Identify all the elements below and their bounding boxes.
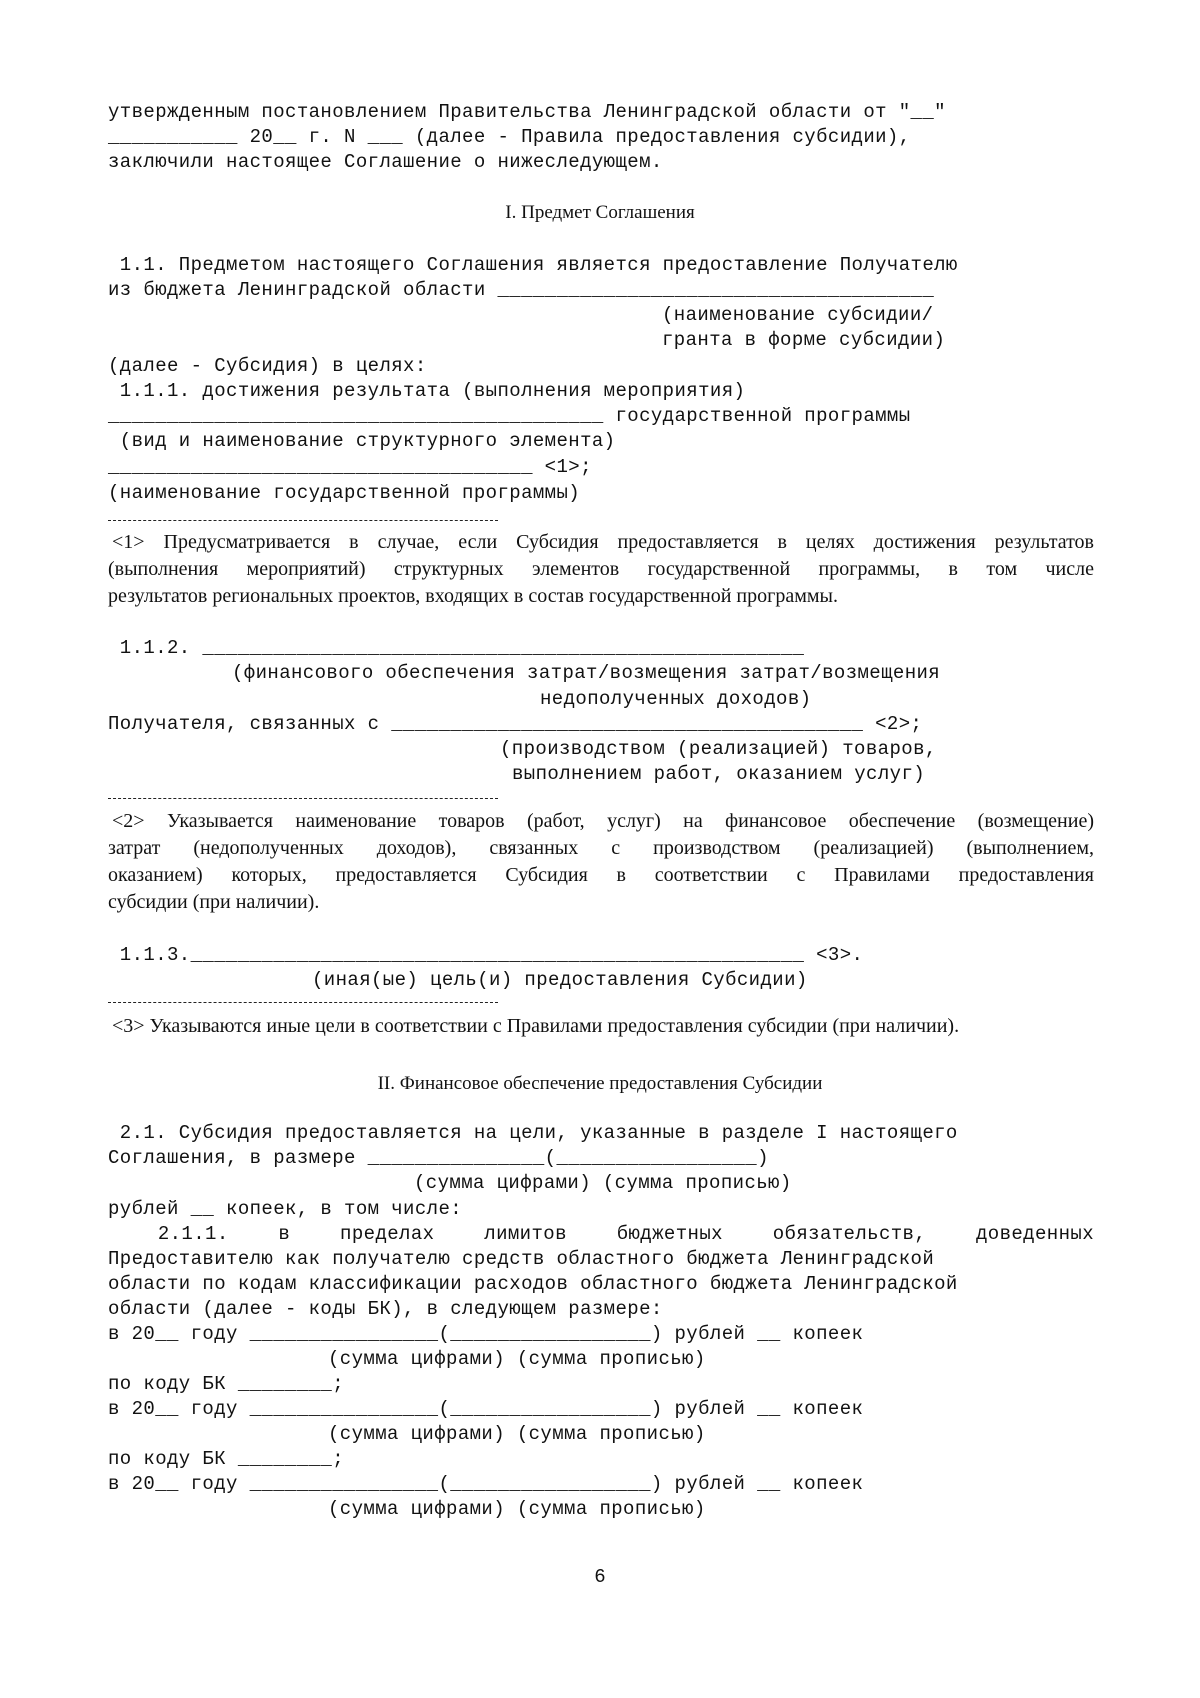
clause-line: 1.1.2. ___________________________________________________: [108, 637, 805, 659]
field-hint: выполнением работ, оказанием услуг): [512, 763, 926, 785]
clause-line: 1.1. Предметом настоящего Соглашения является предоставление Получателю: [108, 254, 958, 276]
field-hint: (сумма цифрами) (сумма прописью): [328, 1423, 706, 1445]
year-amount-line: в 20__ году ________________(_________________) рублей __ копеек: [108, 1473, 864, 1495]
field-hint: (наименование субсидии/: [662, 304, 934, 326]
bk-code-line: по коду БК ________;: [108, 1373, 345, 1395]
intro-line: ___________ 20__ г. N ___ (далее - Правила предоставления субсидии),: [108, 126, 911, 148]
intro-line: утвержденным постановлением Правительства Ленинградской области от "__": [108, 101, 946, 123]
clause-line: Соглашения, в размере _______________(_________________): [108, 1147, 769, 1169]
footnote-text: результатов региональных проектов, входящих в состав государственной программы.: [108, 585, 838, 607]
clause-line: 2.1. Субсидия предоставляется на цели, указанные в разделе I настоящего: [108, 1122, 958, 1144]
field-hint: (вид и наименование структурного элемента): [108, 430, 616, 452]
clause-line: области (далее - коды БК), в следующем размере:: [108, 1298, 663, 1320]
field-hint: (иная(ые) цель(и) предоставления Субсидии): [312, 969, 808, 991]
footnote-separator: [108, 1002, 498, 1003]
footnote-text: субсидии (при наличии).: [108, 891, 320, 913]
year-amount-line: в 20__ году ________________(_________________) рублей __ копеек: [108, 1323, 864, 1345]
footnote-text: затрат (недополученных доходов), связанных с производством (реализацией) (выполнением,: [108, 837, 1094, 859]
clause-line: из бюджета Ленинградской области _____________________________________: [108, 279, 935, 301]
clause-line: 1.1.1. достижения результата (выполнения мероприятия): [108, 380, 746, 402]
clause-line: области по кодам классификации расходов областного бюджета Ленинградской: [108, 1273, 958, 1295]
clause-line: (далее - Субсидия) в целях:: [108, 355, 427, 377]
footnote-text: (выполнения мероприятий) структурных элементов государственной программы, в том числе: [108, 558, 1094, 580]
clause-line: 2.1.1. в пределах лимитов бюджетных обязательств, доведенных: [108, 1223, 1094, 1245]
field-hint: гранта в форме субсидии): [662, 329, 946, 351]
footnote-text: оказанием) которых, предоставляется Субсидия в соответствии с Правилами предоставления: [108, 864, 1094, 886]
clause-line: Предоставителю как получателю средств областного бюджета Ленинградской: [108, 1248, 935, 1270]
page-number: 6: [594, 1566, 606, 1588]
field-hint: (сумма цифрами) (сумма прописью): [328, 1498, 706, 1520]
field-hint: (наименование государственной программы): [108, 482, 581, 504]
field-hint: (производством (реализацией) товаров,: [500, 738, 937, 760]
clause-line: __________________________________________ государственной программы: [108, 405, 911, 427]
year-amount-line: в 20__ году ________________(_________________) рублей __ копеек: [108, 1398, 864, 1420]
bk-code-line: по коду БК ________;: [108, 1448, 345, 1470]
clause-line: 1.1.3.____________________________________________________ <3>.: [108, 944, 864, 966]
footnote-text: <2> Указывается наименование товаров (работ, услуг) на финансовое обеспечение (возмещение): [112, 810, 1094, 832]
footnote-text: <3> Указываются иные цели в соответствии с Правилами предоставления субсидии (при наличии).: [112, 1015, 960, 1037]
clause-line: рублей __ копеек, в том числе:: [108, 1198, 463, 1220]
field-hint: (сумма цифрами) (сумма прописью): [414, 1172, 792, 1194]
footnote-text: <1> Предусматривается в случае, если Субсидия предоставляется в целях достижения результатов: [112, 531, 1094, 553]
section-heading: I. Предмет Соглашения: [505, 202, 695, 223]
footnote-separator: [108, 520, 498, 521]
field-hint: (сумма цифрами) (сумма прописью): [328, 1348, 706, 1370]
field-hint: недополученных доходов): [540, 688, 812, 710]
intro-line: заключили настоящее Соглашение о нижеследующем.: [108, 151, 663, 173]
field-hint: (финансового обеспечения затрат/возмещения затрат/возмещения: [232, 662, 941, 684]
clause-line: ____________________________________ <1>;: [108, 456, 592, 478]
footnote-separator: [108, 798, 498, 799]
section-heading: II. Финансовое обеспечение предоставления Субсидии: [377, 1073, 823, 1094]
clause-line: Получателя, связанных с ________________________________________ <2>;: [108, 713, 923, 735]
